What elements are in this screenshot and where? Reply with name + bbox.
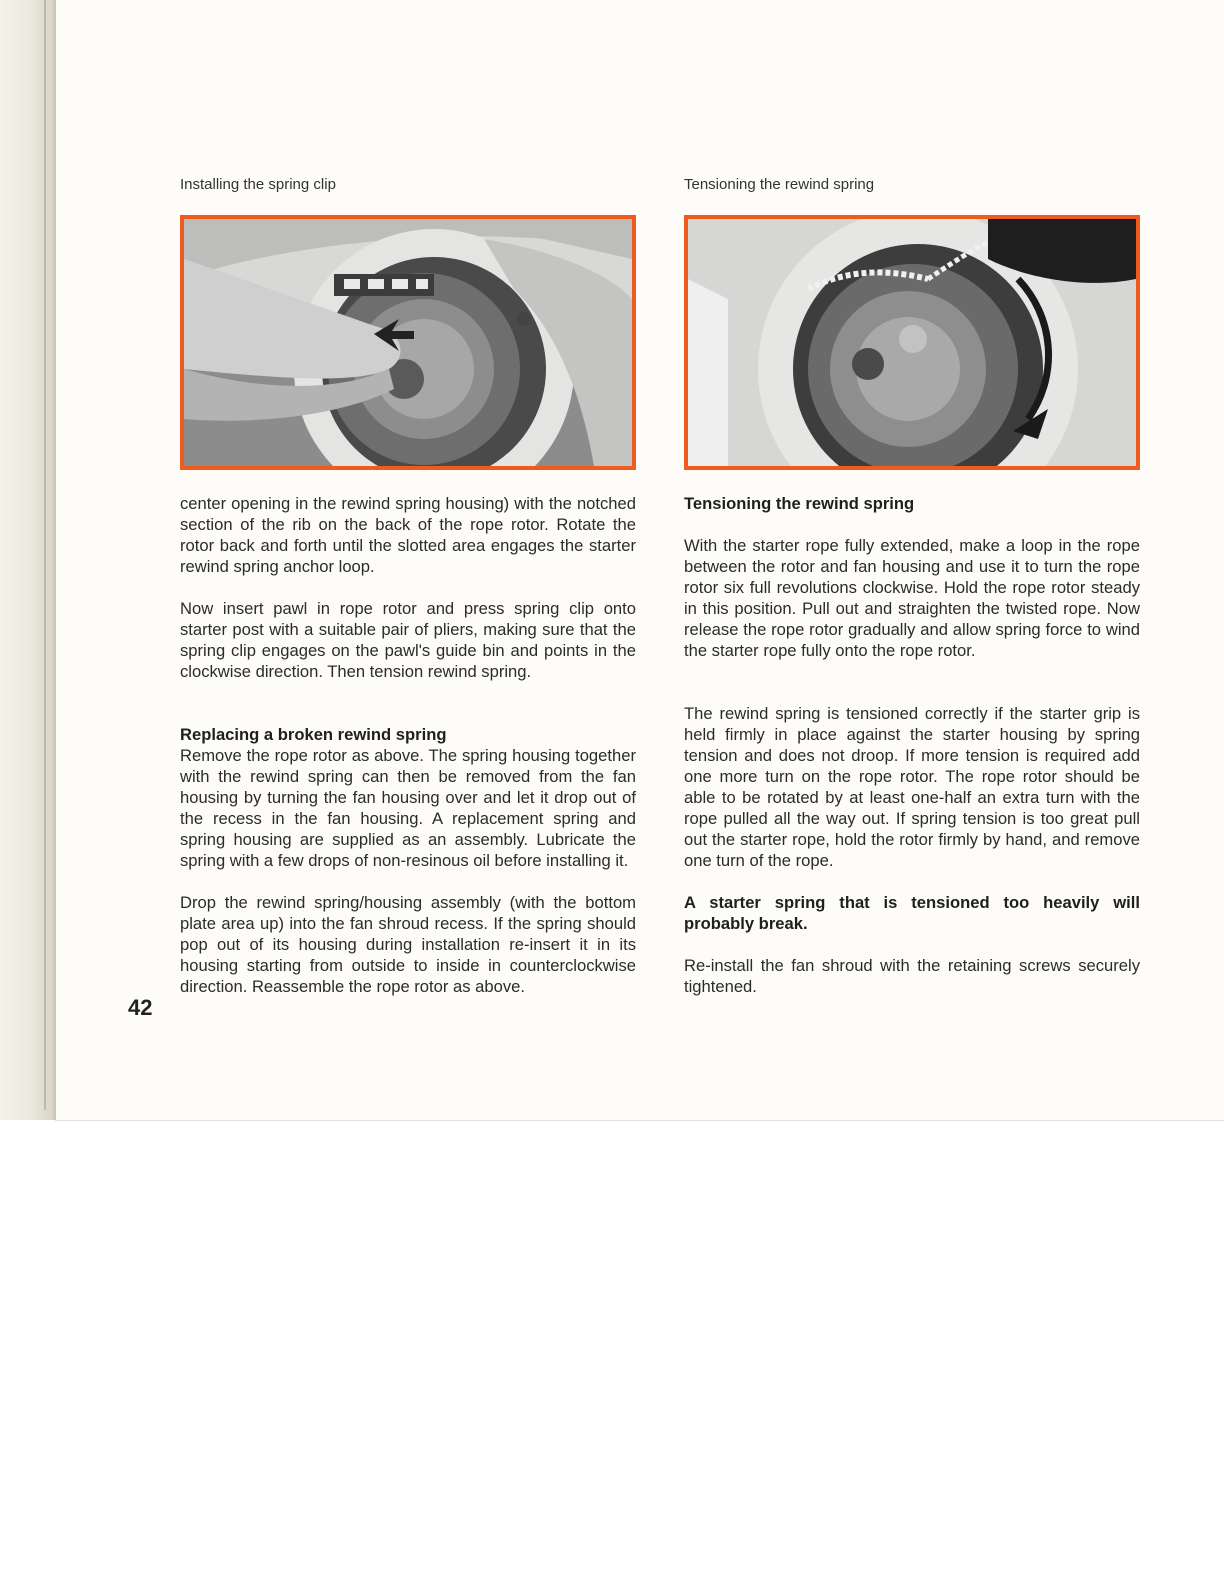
left-text-column <box>180 493 636 997</box>
book-spine <box>0 0 56 1120</box>
right-paragraph-1: With the starter rope fully extended, make a loop in the rope between the rotor and fan housing and use it to turn the rope rotor six full revolutions clockwise. Hold the rope rotor steady in this position. Pull out and straighten the twisted rope. Now release the rope rotor gradually and allow spring force to wind the starter rope fully onto the rope rotor. <box>684 536 1140 660</box>
spine-fold <box>44 0 46 1110</box>
photo-installing-spring-clip <box>180 215 636 470</box>
left-paragraph-2: Now insert pawl in rope rotor and press spring clip onto starter post with a suitable pair of pliers, making sure that the spring clip engages on the pawl's guide bin and points in the clockwise direction. Then tension rewind spring. <box>180 599 636 681</box>
heading-tensioning-spring: Tensioning the rewind spring <box>684 494 915 513</box>
spring-clip-photo <box>184 219 632 466</box>
page-number: 42 <box>128 995 153 1020</box>
left-paragraph-1: center opening in the rewind spring housing) with the notched section of the rib on the back of the rope rotor. Rotate the rotor back and forth until the slotted area engages the starter rewind spring anchor loop. <box>180 494 636 576</box>
right-photo-caption: Tensioning the rewind spring <box>684 176 875 193</box>
right-paragraph-3: Re-install the fan shroud with the retaining screws securely tightened. <box>684 956 1140 996</box>
heading-replacing-spring: Replacing a broken rewind spring <box>180 725 447 744</box>
photo-tensioning-spring <box>684 215 1140 470</box>
left-paragraph-4: Drop the rewind spring/housing assembly (with the bottom plate area up) into the fan shroud recess. If the spring should pop out of its housing during installation re-insert it in its housing starting from outside to inside in counterclockwise direction. Reassemble the rope rotor as above. <box>180 893 636 996</box>
warning-overtension: A starter spring that is tensioned too heavily will probably break. <box>684 893 1140 933</box>
left-paragraph-3: Remove the rope rotor as above. The spring housing together with the rewind spring can then be removed from the fan housing by turning the fan housing over and let it drop out of the recess in the fan housing. A replacement spring and spring housing are supplied as an assembly. Lubricate the spring with a few drops of non-resinous oil before installing it. <box>180 746 636 870</box>
right-text-column <box>684 493 1140 997</box>
tensioning-spring-photo <box>688 219 1136 466</box>
left-photo-caption: Installing the spring clip <box>180 176 336 193</box>
right-paragraph-2: The rewind spring is tensioned correctly if the starter grip is held firmly in place against the starter housing by spring tension and does not droop. If more tension is required add one more turn on the rope rotor. The rope rotor should be able to be rotated by at least one-half an extra turn with the rope pulled all the way out. If spring tension is too great pull out the starter rope, hold the rotor firmly by hand, and remove one turn of the rope. <box>684 704 1140 870</box>
